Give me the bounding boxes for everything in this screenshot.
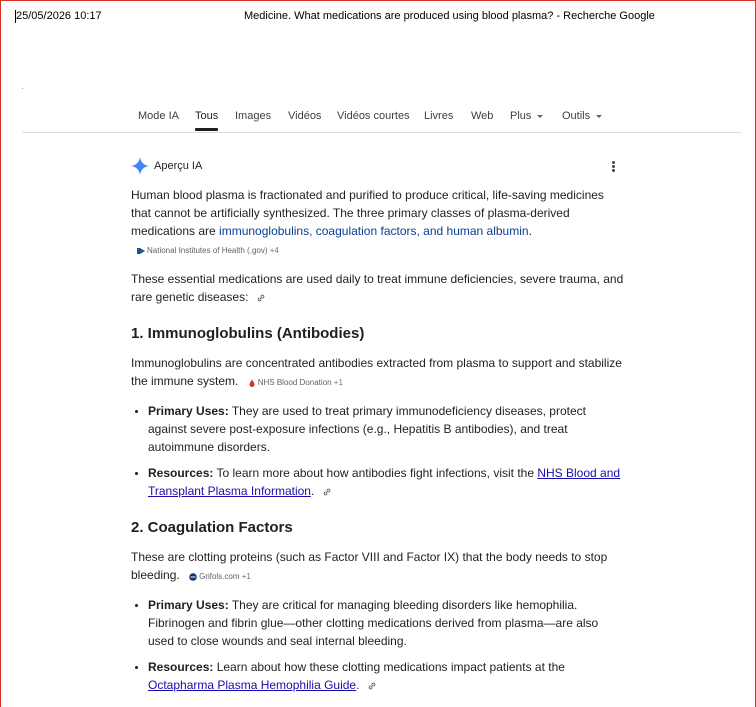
print-title: Medicine. What medications are produced using blood plasma? - Recherche Google [244,10,655,22]
section-paragraph [131,354,627,392]
bullet-text: They are used to treat primary immunodeficiency diseases, protect against severe post-exposure infections (e.g., Hepatitis B antibodies), and treat autoimmune disorders. [148,404,586,454]
link-icon[interactable] [368,682,376,690]
summary-paragraph [131,270,627,306]
source-name: National Institutes of Health (.gov) [147,246,268,255]
intro-end: . [528,224,532,238]
source-name: NHS Blood Donation [257,378,332,387]
bullet-term: Resources: [148,660,214,674]
bullet-text: To learn more about how antibodies fight infections, visit the [213,466,538,480]
bullet-list [131,596,627,694]
source-extra: +1 [333,378,343,387]
intro-paragraph [131,186,627,260]
section-text: Immunoglobulins are concentrated antibodies extracted from plasma to support and stabilize the immune system. [131,356,622,388]
list-item [148,658,627,694]
search-tabs [0,110,756,134]
source-extra: +4 [269,246,279,255]
source-chip[interactable] [183,572,251,581]
grifols-icon [189,573,197,581]
list-item [148,464,627,500]
stray-dot [22,88,23,89]
bullet-text: They are critical for managing bleeding disorders like hemophilia. Fibrinogen and fibrin glue—other clotting medications derived from plasma—are also used to close wounds and seal internal bleeding. [148,598,599,648]
tab-plus-label: Plus [510,110,532,122]
list-item [148,596,627,650]
blood-drop-icon [248,379,256,387]
section-heading-immunoglobulins: 1. Immunoglobulins (Antibodies) [131,325,365,342]
bullet-list [131,402,627,500]
intro-text: Human blood plasma is fractionated and purified to produce critical, life-saving medicines that cannot be artificially synthesized. The three primary classes of plasma-derived medications are [131,188,604,238]
tab-livres[interactable]: Livres [424,110,454,122]
octapharma-hemophilia-link[interactable]: Octapharma Plasma Hemophilia Guide [148,678,357,692]
sparkle-icon [131,157,149,175]
section-heading-coagulation: 2. Coagulation Factors [131,519,293,536]
bullet-end: . [310,484,315,498]
ai-overview-label: Aperçu IA [154,160,203,172]
tab-plus[interactable] [510,110,543,122]
tab-tous[interactable]: Tous [195,110,219,122]
chevron-down-icon [537,115,543,118]
list-item [148,402,627,456]
section-text: These are clotting proteins (such as Factor VIII and Factor IX) that the body needs to stop bleeding. [131,550,608,582]
source-extra: +1 [241,572,251,581]
tab-videos[interactable]: Vidéos [288,110,322,122]
source-chip[interactable] [131,246,279,255]
intro-highlight: immunoglobulins, coagulation factors, and human albumin [219,224,529,238]
summary-text: These essential medications are used daily to treat immune deficiencies, severe trauma, and rare genetic diseases: [131,272,624,304]
source-name: Grifols.com [199,572,240,581]
ai-overview-content [131,186,627,702]
tab-outils-label: Outils [562,110,591,122]
section-paragraph [131,548,627,586]
bullet-term: Primary Uses: [148,598,229,612]
tab-web[interactable]: Web [471,110,494,122]
source-chip[interactable] [242,378,343,387]
tabs-divider [22,132,741,133]
more-options-icon[interactable] [612,161,615,172]
bullet-term: Primary Uses: [148,404,229,418]
bullet-end: . [356,678,360,692]
chevron-down-icon [596,115,602,118]
tab-images[interactable]: Images [235,110,272,122]
tab-mode-ia[interactable]: Mode IA [138,110,179,122]
bullet-text: Learn about how these clotting medications impact patients at the [213,660,565,674]
print-header [16,10,756,26]
link-icon[interactable] [323,488,331,496]
tab-outils[interactable] [562,110,602,122]
link-icon[interactable] [257,294,265,302]
bullet-term: Resources: [148,466,214,480]
tab-videos-courtes[interactable]: Vidéos courtes [337,110,410,122]
print-date: 25/05/2026 10:17 [16,10,102,22]
nih-icon [137,247,145,255]
nhs-plasma-link[interactable]: NHS Blood and Transplant Plasma Information [148,466,621,498]
